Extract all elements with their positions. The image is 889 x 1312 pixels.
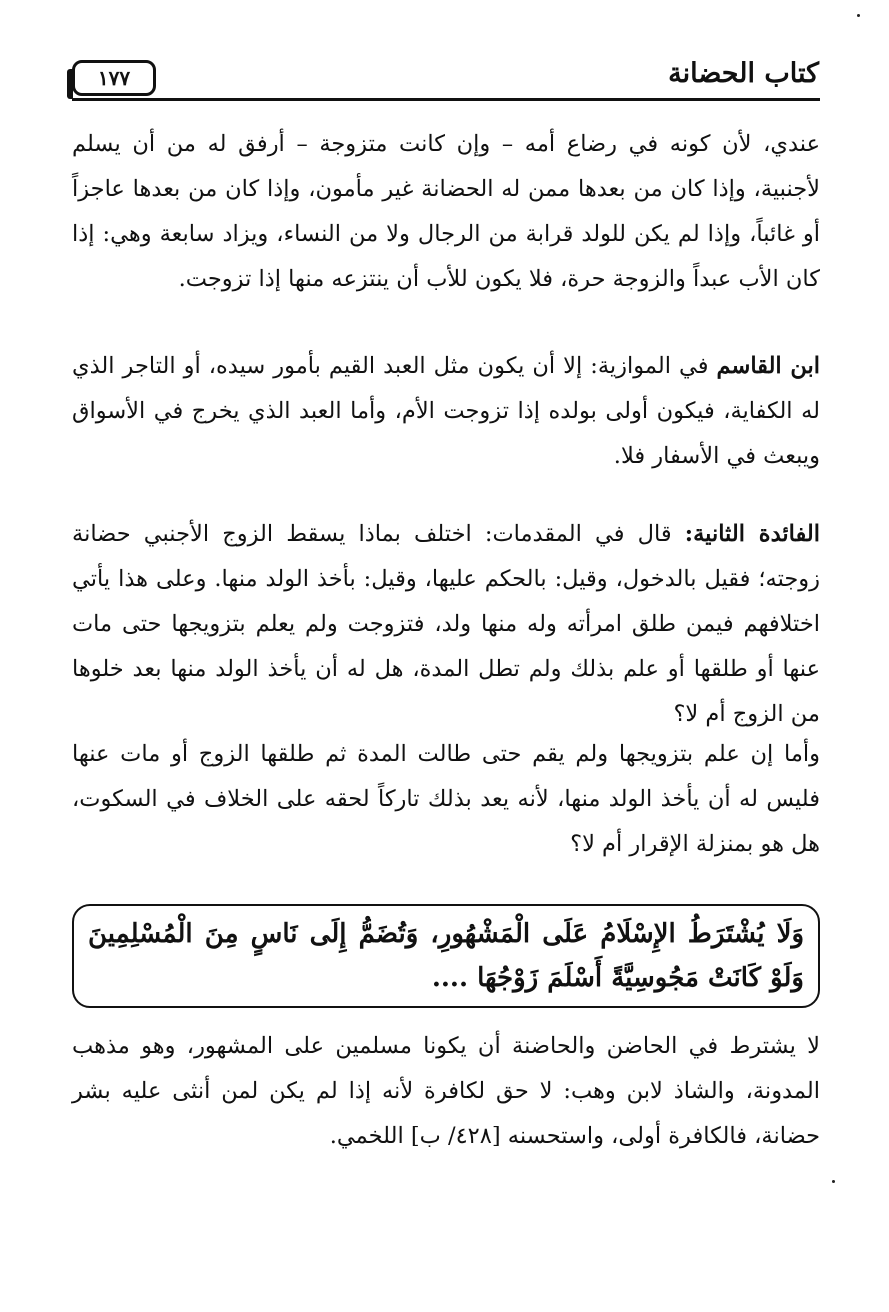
header-divider [72, 98, 820, 101]
paragraph-text: قال في المقدمات: اختلف بماذا يسقط الزوج الأجنبي حضانة زوجته؛ فقيل بالدخول، وقيل: بالحكم عليها، وقيل: بأخذ الولد منها. وعلى هذا يأتي اختلافهم فيمن طلق امرأته وله منها ولد، فتزوجت ولم يعلم بتزويجها حتى مات عنها أو طلقها أو علم بذلك ولم تطل المدة، هل له أن يأخذ الولد منها بعد خلوها من الزوج أم لا؟ [72, 521, 820, 727]
paragraph-text: لا يشترط في الحاضن والحاضنة أن يكونا مسلمين على المشهور، وهو مذهب المدونة، والشاذ لابن وهب: لا حق لكافرة لأنه إذا لم يكن لمن أنثى عليه بشر حضانة، فالكافرة أولى، واستحسنه [٤٢٨/ ب] اللخمي. [72, 1033, 820, 1149]
paragraph-1 [72, 122, 820, 302]
paragraph-5 [72, 1024, 820, 1159]
paragraph-text: وأما إن علم بتزويجها ولم يقم حتى طالت المدة ثم طلقها الزوج أو مات عنها فليس له أن يأخذ الولد منها، لأنه يعد بذلك تاركاً لحقه على الخلاف في السكوت، هل هو بمنزلة الإقرار أم لا؟ [72, 741, 820, 857]
paragraph-2 [72, 344, 820, 479]
scholar-name: ابن القاسم [716, 353, 820, 379]
matn-text: وَلَا يُشْتَرَطُ الإِسْلَامُ عَلَى الْمَشْهُورِ، وَتُضَمُّ إِلَى نَاسٍ مِنَ الْمُسْلِمِينَ وَلَوْ كَانَتْ مَجُوسِيَّةً أَسْلَمَ زَوْجُهَا .... [88, 919, 804, 993]
page-number-box [72, 60, 156, 96]
chapter-title: كتاب الحضانة [668, 58, 819, 89]
scan-speck [857, 14, 860, 17]
page-number: ١٧٧ [97, 66, 131, 90]
paragraph-4 [72, 732, 820, 867]
paragraph-text: عندي، لأن كونه في رضاع أمه – وإن كانت متزوجة – أرفق له من أن يسلم لأجنبية، وإذا كان من بعدها ممن له الحضانة غير مأمون، وإذا كان من بعدها عاجزاً أو غائباً، وإذا لم يكن للولد قرابة من الرجال ولا من النساء، ويزاد سابعة وهي: إذا كان الأب عبداً والزوجة حرة، فلا يكون للأب أن ينتزعه منها إذا تزوجت. [72, 131, 820, 292]
section-lead: الفائدة الثانية: [684, 521, 820, 547]
paragraph-3 [72, 512, 820, 737]
matn-text-box [72, 904, 820, 1008]
paragraph-text: في الموازية: إلا أن يكون مثل العبد القيم بأمور سيده، أو التاجر الذي له الكفاية، فيكون أولى بولده إذا تزوجت الأم، وأما العبد الذي يخرج في الأسواق ويبعث في الأسفار فلا. [72, 353, 820, 469]
scan-speck [832, 1180, 835, 1183]
